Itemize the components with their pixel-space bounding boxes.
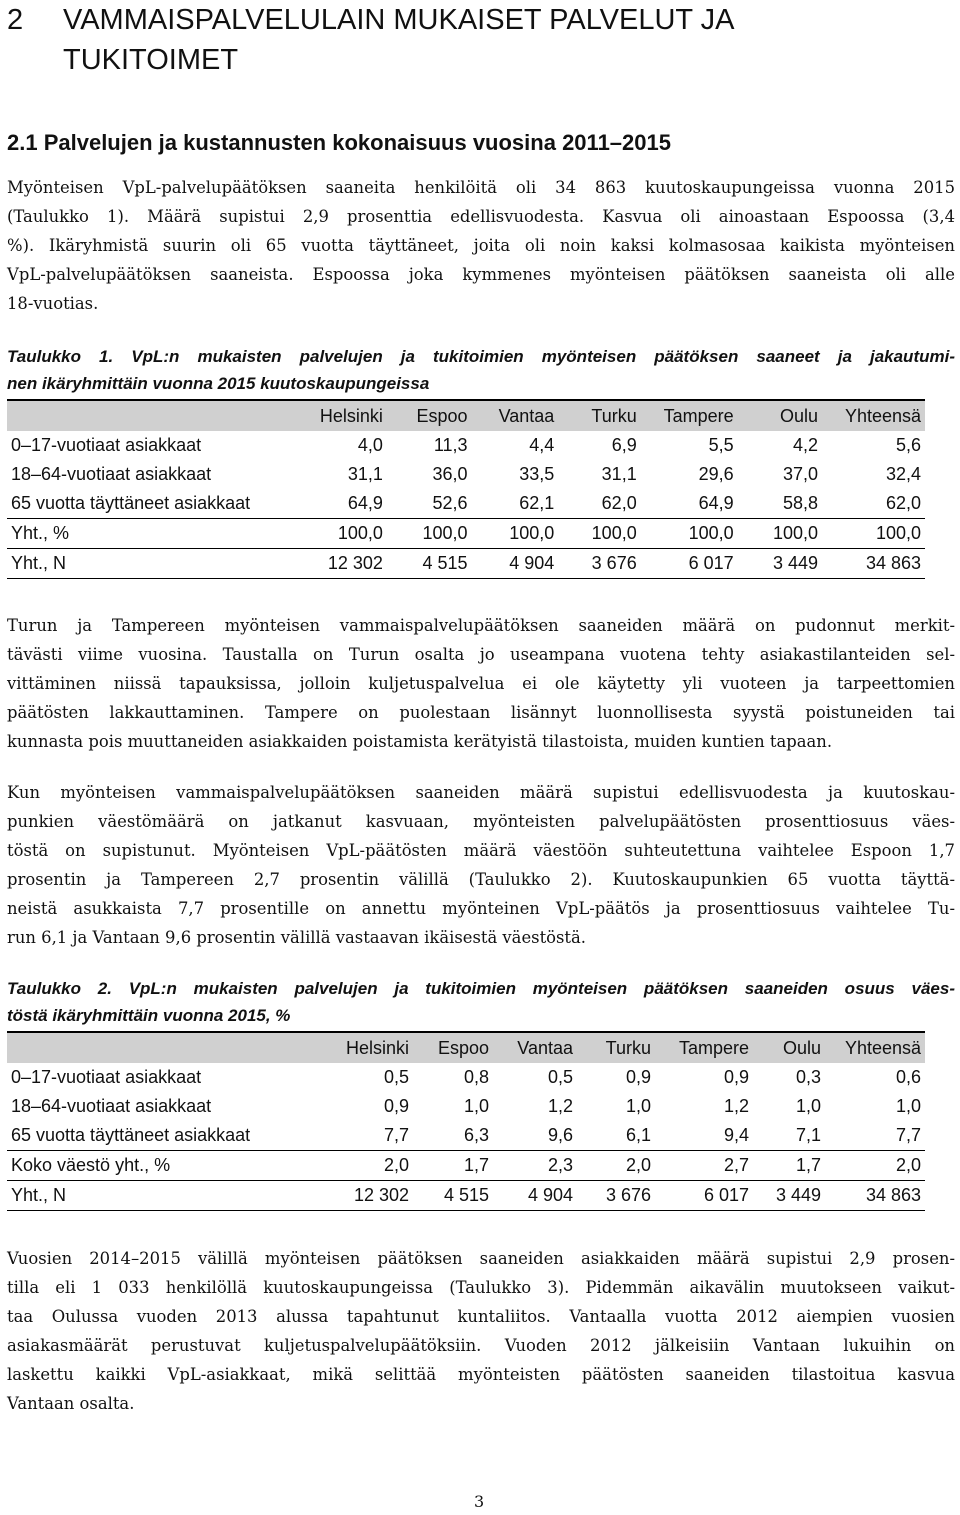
table-row: [7, 1092, 925, 1121]
table-cell: 100,0: [472, 519, 559, 549]
table-header-cell: Helsinki: [296, 400, 387, 431]
table-header-cell: [7, 400, 296, 431]
page-number: 3: [474, 1492, 485, 1511]
table-header-cell: Yhteensä: [822, 400, 925, 431]
table-cell: 33,5: [519, 464, 555, 484]
para3-line: Kun myönteisen vammaispalvelupäätöksen saaneiden määrä supistui edellisvuodesta ja kuutoskau-: [7, 783, 955, 802]
table-cell: 100,0: [822, 519, 925, 549]
para4-line: taa Oulussa vuoden 2013 alussa tapahtunut kuntaliitos. Vantaalla vuotta 2012 aiempien vuosien: [7, 1307, 955, 1326]
para2-line: kunnasta pois muuttaneiden asiakkaiden poistamista kerätyistä tilastoista, muiden kuntien tapaan.: [7, 732, 833, 751]
paragraph-4: [7, 1244, 955, 1418]
table-row: [7, 519, 925, 549]
para3-line: prosentin ja Tampereen 2,7 prosentin välillä (Taulukko 2). Kuutoskaupunkien 65 vuotta täyttä-: [7, 870, 955, 889]
table-cell: 3 449: [738, 549, 822, 579]
table-cell: 64,9: [347, 493, 383, 513]
table1-caption-label: Taulukko 1.: [7, 347, 114, 366]
para1-line: Myönteisen VpL-palvelupäätöksen saaneita henkilöitä oli 34 863 kuutoskaupungeissa vuonna 2015: [7, 178, 955, 197]
table-cell: 2,7: [655, 1151, 753, 1181]
table-2: [7, 1031, 925, 1211]
table-header-cell: Helsinki: [307, 1032, 413, 1063]
table-cell: 0,8: [463, 1067, 489, 1087]
table-cell: Koko väestö yht., %: [7, 1151, 307, 1181]
table-cell: 3 676: [558, 549, 640, 579]
table-header-cell: Turku: [577, 1032, 655, 1063]
table-cell: 5,5: [708, 435, 734, 455]
para4-line: Vantaan osalta.: [7, 1394, 135, 1413]
para3-line: töstä on supistunut. Myönteisen VpL-päätösten määrä väestöön suhteutettuna vaihtelee Espoon 1,7: [7, 841, 955, 860]
table-cell: 4 515: [387, 549, 472, 579]
table-cell: 31,1: [347, 464, 383, 484]
table1-caption-text2: nen ikäryhmittäin vuonna 2015 kuutoskaupungeissa: [7, 374, 430, 393]
chapter-number: 2: [7, 4, 24, 36]
table-cell: 1,7: [753, 1151, 825, 1181]
table-cell: 0,5: [547, 1067, 573, 1087]
table-cell: 3 676: [577, 1181, 655, 1211]
table-header-row: [7, 400, 925, 431]
table-cell: Yht., N: [7, 549, 296, 579]
table-1: [7, 399, 925, 579]
document-page: [7, 0, 955, 1413]
table-cell: 62,1: [519, 493, 555, 513]
table-cell: 0,9: [383, 1096, 409, 1116]
para3-line: neistä asukkaista 7,7 prosentille on annettu myönteinen VpL-päätös ja prosenttiosuus vaihtelee Tu-: [7, 899, 955, 918]
table-header-cell: [7, 1032, 307, 1063]
para2-line: tävästi viime vuosina. Taustalla on Turun osalta jo useampana vuotena tehty asiakastilanteiden sel-: [7, 645, 955, 664]
table-row: [7, 489, 925, 519]
table2-caption-text: VpL:n mukaisten palvelujen ja tukitoimien myönteisen päätöksen saaneiden osuus väes-: [111, 979, 955, 998]
table-cell: 100,0: [738, 519, 822, 549]
table-cell: 12 302: [307, 1181, 413, 1211]
table-cell: 58,8: [782, 493, 818, 513]
table-cell: 7,7: [383, 1125, 409, 1145]
table-cell: 0,5: [383, 1067, 409, 1087]
table-cell: 11,3: [433, 435, 468, 455]
table-cell: 0–17-vuotiaat asiakkaat: [11, 435, 202, 455]
table-cell: 2,0: [825, 1151, 925, 1181]
table-row: [7, 549, 925, 579]
table-cell: 0,3: [795, 1067, 821, 1087]
para3-line: punkien väestömäärä on jatkanut kasvuaan, myönteisten palvelupäätösten prosenttiosuus väes-: [7, 812, 955, 831]
table-cell: 100,0: [387, 519, 472, 549]
para1-line: (Taulukko 1). Määrä supistui 2,9 prosenttia edellisvuodesta. Kasvua oli ainoastaan Espoossa (3,4: [7, 207, 955, 226]
table-cell: 6,9: [611, 435, 637, 455]
para4-line: tilla eli 1 033 henkilöllä kuutoskaupungeissa (Taulukko 3). Pidemmän aikavälin muutokseen vaikut-: [7, 1278, 955, 1297]
table2-caption: [7, 975, 955, 1029]
table-cell: 1,0: [625, 1096, 651, 1116]
para4-line: Vuosien 2014–2015 välillä myönteisen päätöksen saaneiden asiakkaiden määrä supistui 2,9 prosen-: [7, 1249, 955, 1268]
paragraph-1: [7, 173, 955, 318]
table-cell: 4 904: [472, 549, 559, 579]
para1-line: 18-vuotias.: [7, 294, 99, 313]
table-cell: 18–64-vuotiaat asiakkaat: [11, 464, 212, 484]
paragraph-2: [7, 611, 955, 756]
table-header-row: [7, 1032, 925, 1063]
section-heading: 2.1 Palvelujen ja kustannusten kokonaisuus vuosina 2011–2015: [7, 130, 671, 155]
table-header-cell: Tampere: [655, 1032, 753, 1063]
table-header-cell: Yhteensä: [825, 1032, 925, 1063]
table-cell: 3 449: [753, 1181, 825, 1211]
table-cell: 7,1: [795, 1125, 821, 1145]
table-row: [7, 1151, 925, 1181]
table-cell: 18–64-vuotiaat asiakkaat: [11, 1096, 212, 1116]
table2-caption-text2: töstä ikäryhmittäin vuonna 2015, %: [7, 1006, 291, 1025]
table-row: [7, 1063, 925, 1092]
table-cell: 2,0: [307, 1151, 413, 1181]
chapter-title-line2: TUKITOIMET: [63, 44, 239, 76]
table-cell: 9,6: [547, 1125, 573, 1145]
table-cell: 4,4: [529, 435, 555, 455]
table-cell: 1,2: [547, 1096, 573, 1116]
table-cell: 34 863: [822, 549, 925, 579]
table-cell: 0,9: [625, 1067, 651, 1087]
table-cell: 4 904: [493, 1181, 577, 1211]
table-header-cell: Turku: [558, 400, 640, 431]
table-cell: 62,0: [601, 493, 637, 513]
table-cell: 6,1: [625, 1125, 651, 1145]
table-cell: 100,0: [296, 519, 387, 549]
table-header-cell: Vantaa: [493, 1032, 577, 1063]
table-cell: 9,4: [723, 1125, 749, 1145]
table-cell: 7,7: [895, 1125, 921, 1145]
table-cell: Yht., N: [7, 1181, 307, 1211]
table-cell: 4,2: [792, 435, 818, 455]
para2-line: Turun ja Tampereen myönteisen vammaispalvelupäätöksen saaneiden määrä on pudonnut merkit-: [7, 616, 955, 635]
table-cell: 37,0: [782, 464, 818, 484]
table-cell: 1,7: [413, 1151, 493, 1181]
table-cell: 29,6: [698, 464, 734, 484]
table2-caption-label: Taulukko 2.: [7, 979, 112, 998]
table-cell: 4 515: [413, 1181, 493, 1211]
table-cell: 6 017: [655, 1181, 753, 1211]
para2-line: päätösten lakkauttaminen. Tampere on puolestaan lisännyt luonnollisesta syystä poistuneiden tai: [7, 703, 955, 722]
table1-caption-text: VpL:n mukaisten palvelujen ja tukitoimien myönteisen päätöksen saaneet ja jakautumi-: [113, 347, 955, 366]
table-header-cell: Oulu: [753, 1032, 825, 1063]
table-cell: 5,6: [895, 435, 921, 455]
table-cell: 1,0: [463, 1096, 489, 1116]
table-cell: 32,4: [885, 464, 921, 484]
table-cell: 100,0: [558, 519, 640, 549]
table-header-cell: Espoo: [387, 400, 472, 431]
chapter-title-line1: VAMMAISPALVELULAIN MUKAISET PALVELUT JA: [63, 4, 735, 36]
para3-line: run 6,1 ja Vantaan 9,6 prosentin välillä vastaavan ikäisestä väestöstä.: [7, 928, 587, 947]
table-cell: 2,0: [577, 1151, 655, 1181]
table-header-cell: Tampere: [641, 400, 738, 431]
table-row: [7, 431, 925, 460]
table-cell: 2,3: [493, 1151, 577, 1181]
table-row: [7, 1121, 925, 1151]
table-cell: 34 863: [825, 1181, 925, 1211]
table-header-cell: Vantaa: [472, 400, 559, 431]
table-cell: 36,0: [432, 464, 468, 484]
table-cell: 62,0: [885, 493, 921, 513]
para4-line: asiakasmäärät perustuvat kuljetuspalvelupäätöksiin. Vuoden 2012 jälkeisiin Vantaan lukuihin on: [7, 1336, 955, 1355]
table-row: [7, 460, 925, 489]
table-cell: 1,0: [795, 1096, 821, 1116]
para2-line: vittäminen niissä tapauksissa, jolloin kuljetuspalvelua ei ole käytetty yli vuoteen ja tarpeettomien: [7, 674, 955, 693]
table-cell: Yht., %: [7, 519, 296, 549]
table-cell: 4,0: [357, 435, 383, 455]
table-cell: 1,0: [895, 1096, 921, 1116]
table-cell: 64,9: [698, 493, 734, 513]
table-cell: 65 vuotta täyttäneet asiakkaat: [11, 1125, 251, 1145]
table-cell: 52,6: [432, 493, 468, 513]
table-row: [7, 1181, 925, 1211]
table-cell: 1,2: [723, 1096, 749, 1116]
table1-caption: [7, 343, 955, 397]
chapter-heading: [7, 0, 955, 80]
table-cell: 100,0: [641, 519, 738, 549]
para4-line: laskettu kaikki VpL-asiakkaat, mikä selittää myönteisten päätösten saaneiden tilastoitua kasvua: [7, 1365, 955, 1384]
table-header-cell: Espoo: [413, 1032, 493, 1063]
paragraph-3: [7, 778, 955, 952]
table-cell: 12 302: [296, 549, 387, 579]
table-header-cell: Oulu: [738, 400, 822, 431]
table-cell: 6,3: [463, 1125, 489, 1145]
table-cell: 0,9: [723, 1067, 749, 1087]
table-cell: 0,6: [895, 1067, 921, 1087]
para1-line: VpL-palvelupäätöksen saaneista. Espoossa joka kymmenes myönteisen päätöksen saaneista oli alle: [7, 265, 955, 284]
table-cell: 0–17-vuotiaat asiakkaat: [11, 1067, 202, 1087]
table-cell: 65 vuotta täyttäneet asiakkaat: [11, 493, 251, 513]
para1-line: %). Ikäryhmistä suurin oli 65 vuotta täyttäneet, joita oli noin kaksi kolmasosaa kaikista myönteisen: [7, 236, 955, 255]
table-cell: 31,1: [601, 464, 637, 484]
table-cell: 6 017: [641, 549, 738, 579]
